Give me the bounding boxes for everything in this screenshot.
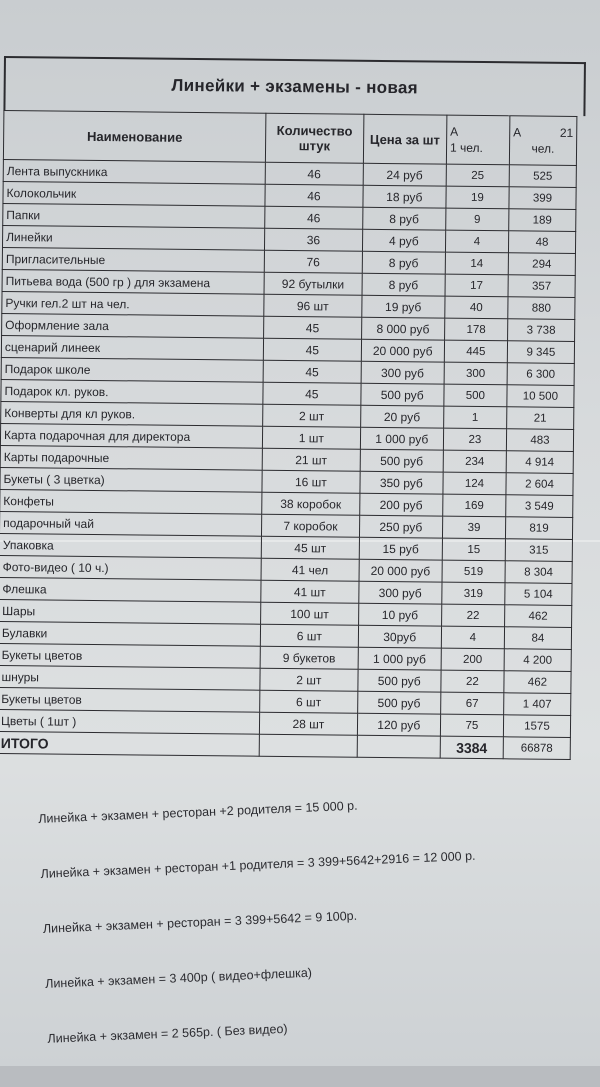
total-price-empty — [357, 735, 441, 758]
item-per-21: 4 200 — [504, 649, 571, 672]
item-price: 500 руб — [360, 449, 444, 472]
item-qty: 46 — [265, 184, 363, 207]
item-name: Карта подарочная для директора — [0, 423, 262, 448]
item-name: Букеты цветов — [0, 643, 260, 668]
item-per-person: 40 — [445, 296, 508, 319]
note-line: Линейка + экзамен + ресторан = 3 399+5642 = 9 100р. — [42, 908, 358, 936]
item-per-21: 8 304 — [505, 561, 572, 584]
item-qty: 6 шт — [260, 690, 358, 713]
item-qty: 96 шт — [264, 294, 362, 317]
header-qty — [266, 113, 364, 163]
item-qty: 36 — [265, 228, 363, 251]
item-price: 1 000 руб — [360, 427, 444, 450]
item-price: 30руб — [358, 625, 442, 648]
total-qty-empty — [259, 734, 357, 757]
item-per-person: 234 — [443, 450, 506, 473]
header-qty-line2: штук — [298, 138, 331, 154]
header-a-line2: 1 чел. — [449, 140, 483, 156]
item-price: 500 руб — [358, 669, 442, 692]
item-qty: 41 чел — [261, 558, 359, 581]
item-per-21: 1575 — [503, 715, 570, 738]
item-qty: 100 шт — [261, 602, 359, 625]
total-per-person: 3384 — [440, 736, 503, 759]
item-per-21: 21 — [507, 407, 574, 430]
item-qty: 41 шт — [261, 580, 359, 603]
item-qty: 92 бутылки — [264, 272, 362, 295]
item-price: 15 руб — [359, 537, 443, 560]
item-price: 18 руб — [363, 185, 447, 208]
note-line: Линейка + экзамен = 3 400р ( видео+флешка) — [44, 965, 313, 991]
price-sheet — [0, 56, 586, 760]
item-name: шнуры — [0, 665, 260, 690]
item-per-person: 500 — [444, 384, 507, 407]
table-header-row — [3, 111, 576, 166]
item-qty: 45 — [264, 316, 362, 339]
item-name: Упаковка — [0, 533, 262, 558]
item-per-person: 1 — [444, 406, 507, 429]
item-name: Лента выпускника — [3, 159, 265, 184]
item-per-person: 75 — [440, 714, 503, 737]
items-table — [0, 110, 577, 760]
item-name: Пригласительные — [2, 247, 264, 272]
item-per-person: 319 — [442, 582, 505, 605]
item-name: Подарок школе — [1, 357, 263, 382]
item-per-21: 10 500 — [507, 385, 574, 408]
item-per-21: 5 104 — [505, 583, 572, 606]
item-qty: 46 — [265, 162, 363, 185]
header-per-person — [446, 115, 509, 165]
item-per-21: 462 — [504, 605, 571, 628]
item-per-person: 14 — [445, 252, 508, 275]
header-b-line2: чел. — [531, 141, 555, 156]
item-name: Линейки — [2, 225, 264, 250]
item-per-21: 462 — [504, 671, 571, 694]
item-per-person: 169 — [443, 494, 506, 517]
item-per-21: 357 — [508, 275, 575, 298]
header-per-21 — [509, 116, 577, 166]
item-per-21: 4 914 — [506, 451, 573, 474]
item-per-21: 3 549 — [506, 495, 573, 518]
item-name: Питьева вода (500 гр ) для экзамена — [2, 269, 264, 294]
item-price: 500 руб — [357, 691, 441, 714]
item-name: Подарок кл. руков. — [1, 379, 263, 404]
total-per-21: 66878 — [503, 737, 570, 760]
item-name: Шары — [0, 599, 261, 624]
item-qty: 38 коробок — [262, 492, 360, 515]
item-name: Карты подарочные — [0, 445, 262, 470]
item-name: Букеты цветов — [0, 687, 260, 712]
item-qty: 2 шт — [263, 404, 361, 427]
item-per-person: 23 — [443, 428, 506, 451]
total-label: ИТОГО — [0, 731, 260, 756]
document-title: Линейки + экзамены - новая — [3, 56, 586, 116]
item-price: 8 руб — [362, 273, 446, 296]
item-name: Папки — [3, 203, 265, 228]
item-name: Ручки гел.2 шт на чел. — [2, 291, 264, 316]
item-per-person: 445 — [444, 340, 507, 363]
item-per-21: 1 407 — [504, 693, 571, 716]
item-qty: 7 коробок — [262, 514, 360, 537]
item-price: 20 руб — [360, 405, 444, 428]
item-name: Булавки — [0, 621, 261, 646]
note-line: Линейка + экзамен + ресторан +1 родителя = 3 399+5642+2916 = 12 000 р. — [40, 848, 476, 881]
item-qty: 9 букетов — [260, 646, 358, 669]
item-price: 20 000 руб — [359, 559, 443, 582]
header-a-line1: А — [450, 124, 459, 139]
item-per-person: 22 — [441, 670, 504, 693]
item-qty: 16 шт — [262, 470, 360, 493]
item-price: 8 000 руб — [361, 317, 445, 340]
item-per-person: 519 — [442, 560, 505, 583]
item-per-21: 189 — [509, 209, 576, 232]
item-name: Букеты ( 3 цветка) — [0, 467, 262, 492]
item-per-21: 483 — [506, 429, 573, 452]
item-qty: 6 шт — [260, 624, 358, 647]
item-price: 120 руб — [357, 713, 441, 736]
item-per-person: 4 — [445, 230, 508, 253]
item-per-21: 2 604 — [506, 473, 573, 496]
item-price: 250 руб — [359, 515, 443, 538]
item-qty: 21 шт — [262, 448, 360, 471]
item-qty: 45 — [263, 338, 361, 361]
header-price: Цена за шт — [363, 114, 447, 164]
item-per-person: 22 — [441, 604, 504, 627]
item-per-person: 39 — [442, 516, 505, 539]
item-per-21: 819 — [505, 517, 572, 540]
item-name: Конверты для кл руков. — [1, 401, 263, 426]
item-name: Флешка — [0, 577, 261, 602]
item-price: 200 руб — [359, 493, 443, 516]
item-per-21: 48 — [508, 231, 575, 254]
item-price: 300 руб — [361, 361, 445, 384]
item-per-person: 178 — [444, 318, 507, 341]
item-per-21: 9 345 — [507, 341, 574, 364]
item-name: сценарий линеек — [1, 335, 263, 360]
item-name: Колокольчик — [3, 181, 265, 206]
item-price: 350 руб — [360, 471, 444, 494]
item-per-person: 4 — [441, 626, 504, 649]
item-per-person: 15 — [442, 538, 505, 561]
item-per-person: 25 — [446, 164, 509, 187]
item-qty: 1 шт — [263, 426, 361, 449]
item-name: Цветы ( 1шт ) — [0, 709, 260, 734]
item-per-21: 84 — [504, 627, 571, 650]
total-row — [0, 731, 570, 759]
package-notes — [38, 789, 589, 1086]
item-price: 10 руб — [358, 603, 442, 626]
item-price: 300 руб — [358, 581, 442, 604]
item-per-21: 294 — [508, 253, 575, 276]
note-line: Линейка + экзамен = 2 565р. ( Без видео) — [47, 1021, 288, 1046]
item-qty: 2 шт — [260, 668, 358, 691]
header-b-num: 21 — [559, 125, 574, 140]
item-qty: 45 шт — [261, 536, 359, 559]
item-qty: 45 — [263, 382, 361, 405]
item-qty: 28 шт — [260, 712, 358, 735]
item-qty: 45 — [263, 360, 361, 383]
item-per-21: 6 300 — [507, 363, 574, 386]
item-qty: 76 — [264, 250, 362, 273]
item-per-person: 67 — [441, 692, 504, 715]
item-per-person: 300 — [444, 362, 507, 385]
item-price: 4 руб — [362, 229, 446, 252]
note-line: Линейка + экзамен + ресторан +2 родителя = 15 000 р. — [38, 798, 358, 826]
item-price: 8 руб — [362, 207, 446, 230]
item-price: 500 руб — [361, 383, 445, 406]
item-per-21: 880 — [508, 297, 575, 320]
item-per-person: 19 — [446, 186, 509, 209]
item-per-person: 200 — [441, 648, 504, 671]
item-qty: 46 — [265, 206, 363, 229]
item-per-person: 9 — [446, 208, 509, 231]
item-price: 19 руб — [361, 295, 445, 318]
item-price: 8 руб — [362, 251, 446, 274]
item-per-21: 399 — [509, 187, 576, 210]
item-price: 1 000 руб — [358, 647, 442, 670]
item-per-21: 525 — [509, 165, 576, 188]
item-price: 20 000 руб — [361, 339, 445, 362]
header-name: Наименование — [3, 111, 266, 163]
item-per-person: 124 — [443, 472, 506, 495]
header-b-line1: А — [513, 125, 522, 140]
item-per-person: 17 — [445, 274, 508, 297]
item-price: 24 руб — [363, 163, 447, 186]
header-qty-line1: Количество — [276, 122, 353, 139]
item-name: Конфеты — [0, 489, 262, 514]
item-name: Фото-видео ( 10 ч.) — [0, 555, 261, 580]
item-name: Оформление зала — [2, 313, 264, 338]
item-per-21: 315 — [505, 539, 572, 562]
item-per-21: 3 738 — [507, 319, 574, 342]
item-name: подарочный чай — [0, 511, 262, 536]
